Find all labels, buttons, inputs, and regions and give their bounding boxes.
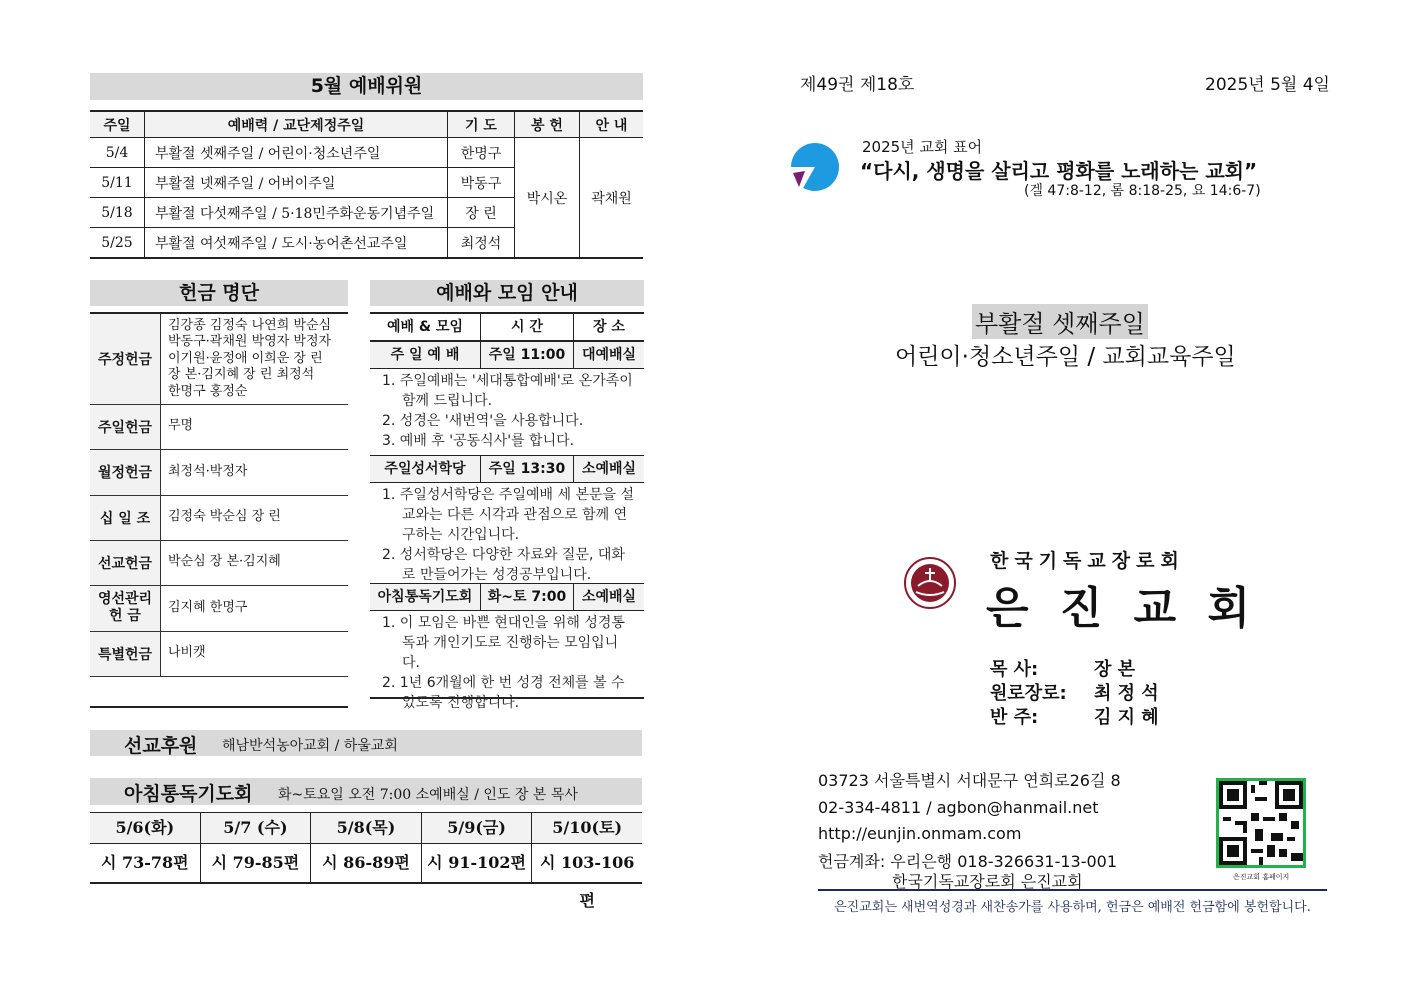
prayer-cell: 최정석 (448, 228, 515, 259)
offering-bottom-rule (90, 706, 348, 708)
table-row (90, 495, 348, 540)
offering-person-cell: 박시온 (515, 138, 580, 259)
offering-names: 김지혜 한명구 (161, 585, 349, 631)
worship-committee-table (90, 110, 643, 259)
date-cell: 5/11 (90, 168, 145, 198)
schedule-reading: 시 73-78편 (90, 844, 201, 882)
schedule-reading: 시 86-89편 (311, 844, 422, 882)
offering-names: 김정숙 박순심 장 린 (161, 495, 349, 540)
meeting-name: 아침통독기도회 (370, 584, 481, 610)
meeting-note: 1. 주일성서학당은 주일예배 세 본문을 설교와는 다른 시각과 관점으로 함께 연구하는 시간입니다. (382, 487, 634, 543)
prayer-cell: 한명구 (448, 138, 515, 168)
worship-committee-title: 5월 예배위원 (90, 73, 643, 100)
table-row (90, 404, 348, 449)
offering-label: 선교헌금 (90, 540, 161, 585)
date-cell: 5/4 (90, 138, 145, 168)
offering-names: 무명 (161, 404, 349, 449)
offering-names: 김강종 김정숙 나연희 박순심 박동구·곽채원 박영자 박정자 이기원·윤정애 이희운 장 린 장 본·김지혜 장 린 최정석 한명구 홍정순 (161, 313, 349, 404)
prayer-cell: 박동구 (448, 168, 515, 198)
phone-email: 02-334-4811 / agbon@hanmail.net (818, 797, 1099, 817)
offering-label: 특별헌금 (90, 631, 161, 676)
offering-label: 십 일 조 (90, 495, 161, 540)
bank-account: 헌금계좌: 우리은행 018-326631-13-001 (818, 851, 1118, 871)
staff-role: 반 주: (990, 707, 1039, 728)
motto-text: “다시, 생명을 살리고 평화를 노래하는 교회” (860, 159, 1258, 183)
table-row (90, 449, 348, 495)
staff-role: 원로장로: (990, 683, 1067, 704)
col-header: 안 내 (580, 111, 644, 138)
meeting-note: 2. 1년 6개월에 한 번 성경 전체를 볼 수 있도록 진행합니다. (382, 675, 625, 711)
date-cell: 5/18 (90, 198, 145, 228)
desc-cell: 부활절 셋째주일 / 어린이·청소년주일 (145, 138, 448, 168)
footer-note: 은진교회는 새번역성경과 새찬송가를 사용하며, 헌금은 예배전 헌금함에 봉헌합니다. (834, 900, 1311, 915)
meeting-time: 화~토 7:00 (481, 584, 574, 610)
desc-cell: 부활절 넷째주일 / 어버이주일 (145, 168, 448, 198)
table-row (90, 540, 348, 585)
church-logo-icon (903, 556, 957, 610)
mission-title: 선교후원 (124, 735, 198, 757)
meeting-note: 1. 이 모임은 바쁜 현대인을 위해 성경통독과 개인기도로 진행하는 모임입니다. (382, 615, 625, 671)
offering-names: 최정석·박정자 (161, 449, 349, 495)
morning-band (90, 778, 642, 805)
offering-list-table (90, 312, 348, 706)
meetings-panel (370, 312, 644, 711)
guide-person-cell: 곽채원 (580, 138, 644, 259)
staff-role: 목 사: (990, 659, 1039, 680)
offering-label: 주일헌금 (90, 404, 161, 449)
meeting-time: 주일 13:30 (481, 456, 574, 482)
meeting-place: 소예배실 (581, 461, 637, 477)
staff-name: 김 지 혜 (1094, 707, 1159, 728)
motto-label: 2025년 교회 표어 (862, 138, 983, 156)
offering-names: 박순심 장 본·김지혜 (161, 540, 349, 585)
col-header: 시 간 (481, 314, 574, 340)
week-subtitle: 어린이·청소년주일 / 교회교육주일 (895, 344, 1236, 370)
col-header: 장 소 (593, 319, 625, 335)
schedule-reading: 시 103-106편 (539, 853, 635, 910)
bank-account-holder: 한국기독교장로회 은진교회 (892, 871, 1083, 891)
col-header: 예배 & 모임 (370, 314, 481, 340)
morning-text: 화~토요일 오전 7:00 소예배실 / 인도 장 본 목사 (278, 787, 578, 803)
date-cell: 5/25 (90, 228, 145, 259)
qr-code-icon[interactable] (1216, 778, 1306, 868)
schedule-day: 5/10(토) (532, 813, 642, 844)
qr-caption: 은진교회 홈페이지 (1233, 873, 1290, 881)
meeting-name: 주 일 예 배 (370, 342, 481, 368)
church-name: 은 진 교 회 (986, 583, 1258, 634)
table-row (90, 313, 348, 404)
prayer-cell: 장 린 (448, 198, 515, 228)
denomination: 한국기독교장로회 (990, 550, 1185, 572)
website-link[interactable]: http://eunjin.onmam.com (818, 824, 1022, 843)
col-header: 예배력 / 교단제정주일 (145, 111, 448, 138)
meeting-time: 주일 11:00 (481, 342, 574, 368)
meeting-note: 2. 성서학당은 다양한 자료와 질문, 대화로 만들어가는 성경공부입니다. (382, 547, 625, 583)
mission-band (90, 730, 642, 756)
meeting-place: 소예배실 (581, 589, 637, 605)
schedule-day: 5/7 (수) (201, 813, 312, 844)
address: 03723 서울특별시 서대문구 연희로26길 8 (818, 771, 1121, 790)
offering-list-title: 헌금 명단 (90, 280, 348, 306)
col-header: 봉 헌 (515, 111, 580, 138)
desc-cell: 부활절 여섯째주일 / 도시·농어촌선교주일 (145, 228, 448, 259)
col-header: 기 도 (448, 111, 515, 138)
staff-name: 장 본 (1094, 659, 1136, 680)
footer-rule (818, 889, 1327, 891)
issue-date: 2025년 5월 4일 (1205, 75, 1330, 95)
schedule-reading: 시 91-102편 (422, 844, 533, 882)
table-row (90, 138, 643, 168)
meeting-name: 주일성서학당 (370, 456, 481, 482)
meeting-note: 1. 주일예배는 '세대통합예배'로 온가족이 함께 드립니다. (382, 373, 633, 409)
motto-icon (789, 141, 841, 193)
motto-reference: (겔 47:8-12, 롬 8:18-25, 요 14:6-7) (1024, 183, 1261, 199)
morning-title: 아침통독기도회 (124, 783, 253, 805)
reading-schedule (90, 812, 642, 910)
offering-names: 나비캣 (161, 631, 349, 676)
col-header: 주일 (90, 111, 145, 138)
mission-text: 해남반석농아교회 / 하울교회 (222, 738, 398, 754)
schedule-day: 5/8(목) (311, 813, 422, 844)
schedule-day: 5/9(금) (422, 813, 533, 844)
volume-number: 제49권 제18호 (800, 75, 915, 95)
meeting-place: 대예배실 (581, 347, 637, 363)
meeting-note: 3. 예배 후 '공동식사'를 합니다. (382, 433, 575, 449)
offering-label: 월정헌금 (90, 449, 161, 495)
meeting-note: 2. 성경은 '새번역'을 사용합니다. (382, 413, 584, 429)
desc-cell: 부활절 다섯째주일 / 5·18민주화운동기념주일 (145, 198, 448, 228)
table-row (90, 631, 348, 676)
staff-list (990, 658, 1159, 730)
offering-label: 주정헌금 (90, 313, 161, 404)
table-row (90, 585, 348, 631)
meetings-title: 예배와 모임 안내 (370, 280, 644, 306)
schedule-reading: 시 79-85편 (201, 844, 312, 882)
schedule-day: 5/6(화) (90, 813, 201, 844)
staff-name: 최 정 석 (1094, 683, 1159, 704)
contact-info (818, 768, 1121, 892)
week-title: 부활절 셋째주일 (972, 304, 1148, 339)
offering-label: 영선관리 헌 금 (90, 585, 161, 631)
